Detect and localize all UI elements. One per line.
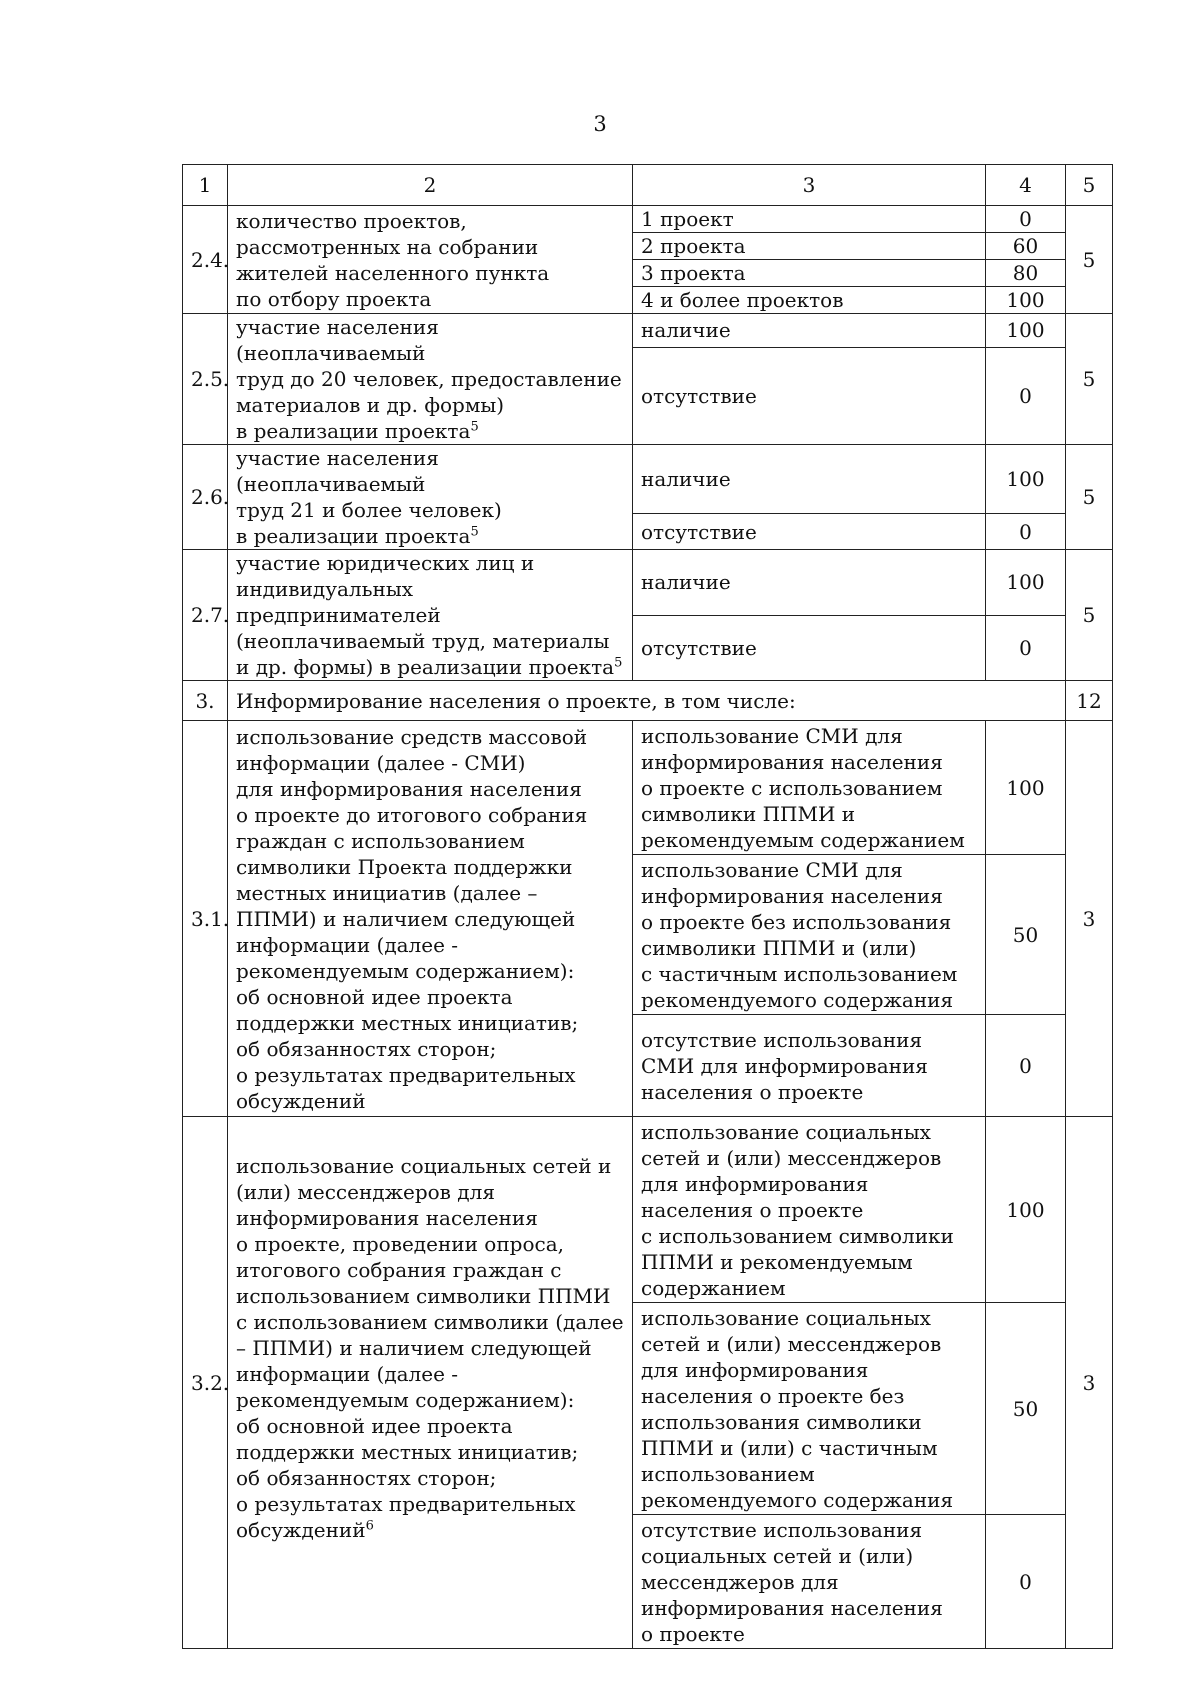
option-label: наличие xyxy=(633,445,986,514)
row-number: 2.6. xyxy=(183,445,228,550)
option-score: 50 xyxy=(986,855,1066,1015)
option-label: использование социальных сетей и (или) мессенджеров для информирования населения о проекте без использования символики ППМИ и (или) с частичным использованием рекомендуемого содержания xyxy=(633,1303,986,1515)
option-score: 100 xyxy=(986,445,1066,514)
header-col-2: 2 xyxy=(228,165,633,206)
page-number: 3 xyxy=(593,112,607,136)
option-label: 2 проекта xyxy=(633,233,986,260)
row-number: 3.2. xyxy=(183,1117,228,1649)
criterion-text xyxy=(228,314,633,445)
option-score: 0 xyxy=(986,514,1066,550)
option-score: 0 xyxy=(986,615,1066,681)
criterion-text-body: участие юридических лиц и индивидуальных предпринимателей (неоплачиваемый труд, материалы и др. формы) в реализации проекта xyxy=(236,551,615,679)
option-label: отсутствие xyxy=(633,347,986,444)
option-label: отсутствие использования социальных сетей и (или) мессенджеров для информирования населения о проекте xyxy=(633,1515,986,1649)
criterion-weight: 5 xyxy=(1066,314,1113,445)
criterion-text: количество проектов, рассмотренных на собрании жителей населенного пункта по отбору проекта xyxy=(228,206,633,314)
option-label: наличие xyxy=(633,314,986,348)
criterion-weight: 5 xyxy=(1066,550,1113,681)
criterion-weight: 5 xyxy=(1066,445,1113,550)
criterion-weight: 3 xyxy=(1066,721,1113,1117)
row-number: 2.4. xyxy=(183,206,228,314)
criterion-text: использование средств массовой информации (далее - СМИ) для информирования населения о проекте до итогового собрания граждан с использованием символики Проекта поддержки местных инициатив (далее – ППМИ) и наличием следующей информации (далее - рекомендуемым содержанием): об основной идее проекта поддержки местных инициатив; об обязанностях сторон; о результатах предварительных обсуждений xyxy=(228,721,633,1117)
table-row-2-4 xyxy=(183,206,1113,233)
option-label: использование СМИ для информирования населения о проекте с использованием символики ППМИ и рекомендуемым содержанием xyxy=(633,721,986,855)
header-col-4: 4 xyxy=(986,165,1066,206)
option-label: наличие xyxy=(633,550,986,616)
table-row-2-7 xyxy=(183,550,1113,616)
table-row-2-6 xyxy=(183,445,1113,514)
option-label: отсутствие xyxy=(633,514,986,550)
header-col-3: 3 xyxy=(633,165,986,206)
criterion-text xyxy=(228,550,633,681)
row-number: 3. xyxy=(183,681,228,721)
section-title: Информирование населения о проекте, в том числе: xyxy=(228,681,1066,721)
criterion-text xyxy=(228,1117,633,1649)
table-row-3 xyxy=(183,681,1113,721)
footnote-mark: 5 xyxy=(614,655,623,671)
option-score: 0 xyxy=(986,1015,1066,1117)
option-score: 60 xyxy=(986,233,1066,260)
footnote-mark: 5 xyxy=(470,524,479,540)
header-col-5: 5 xyxy=(1066,165,1113,206)
criterion-text-body: использование социальных сетей и (или) мессенджеров для информирования населения о проекте, проведении опроса, итогового собрания граждан с использованием символики ППМИ с использованием символики (далее – ППМИ) и наличием следующей информации (далее - рекомендуемым содержанием): об основной идее проекта поддержки местных инициатив; об обязанностях сторон; о результатах предварительных обсуждений xyxy=(236,1153,624,1542)
option-score: 50 xyxy=(986,1303,1066,1515)
footnote-mark: 5 xyxy=(470,419,479,435)
option-label: 1 проект xyxy=(633,206,986,233)
table-row-2-5 xyxy=(183,314,1113,348)
criterion-text xyxy=(228,445,633,550)
criterion-text-body: участие населения (неоплачиваемый труд 21 и более человек) в реализации проекта xyxy=(236,446,502,548)
option-score: 80 xyxy=(986,260,1066,287)
option-score: 0 xyxy=(986,1515,1066,1649)
header-col-1: 1 xyxy=(183,165,228,206)
row-number: 3.1. xyxy=(183,721,228,1117)
option-score: 100 xyxy=(986,550,1066,616)
option-label: отсутствие использования СМИ для информирования населения о проекте xyxy=(633,1015,986,1117)
criterion-weight: 3 xyxy=(1066,1117,1113,1649)
option-label: 3 проекта xyxy=(633,260,986,287)
footnote-mark: 6 xyxy=(365,1517,374,1533)
table-row-3-1 xyxy=(183,721,1113,855)
option-score: 100 xyxy=(986,287,1066,314)
criterion-weight: 5 xyxy=(1066,206,1113,314)
criteria-table xyxy=(182,164,1113,1649)
criterion-text-body: участие населения (неоплачиваемый труд до 20 человек, предоставление материалов и др. формы) в реализации проекта xyxy=(236,315,622,443)
option-label: использование СМИ для информирования населения о проекте без использования символики ППМИ и (или) с частичным использованием рекомендуемого содержания xyxy=(633,855,986,1015)
option-label: 4 и более проектов xyxy=(633,287,986,314)
option-score: 0 xyxy=(986,206,1066,233)
criterion-weight: 12 xyxy=(1066,681,1113,721)
header-row xyxy=(183,165,1113,206)
option-score: 100 xyxy=(986,314,1066,348)
row-number: 2.7. xyxy=(183,550,228,681)
option-score: 100 xyxy=(986,721,1066,855)
option-label: отсутствие xyxy=(633,615,986,681)
table-row-3-2 xyxy=(183,1117,1113,1303)
option-score: 100 xyxy=(986,1117,1066,1303)
option-score: 0 xyxy=(986,347,1066,444)
row-number: 2.5. xyxy=(183,314,228,445)
option-label: использование социальных сетей и (или) мессенджеров для информирования населения о проекте с использованием символики ППМИ и рекомендуемым содержанием xyxy=(633,1117,986,1303)
